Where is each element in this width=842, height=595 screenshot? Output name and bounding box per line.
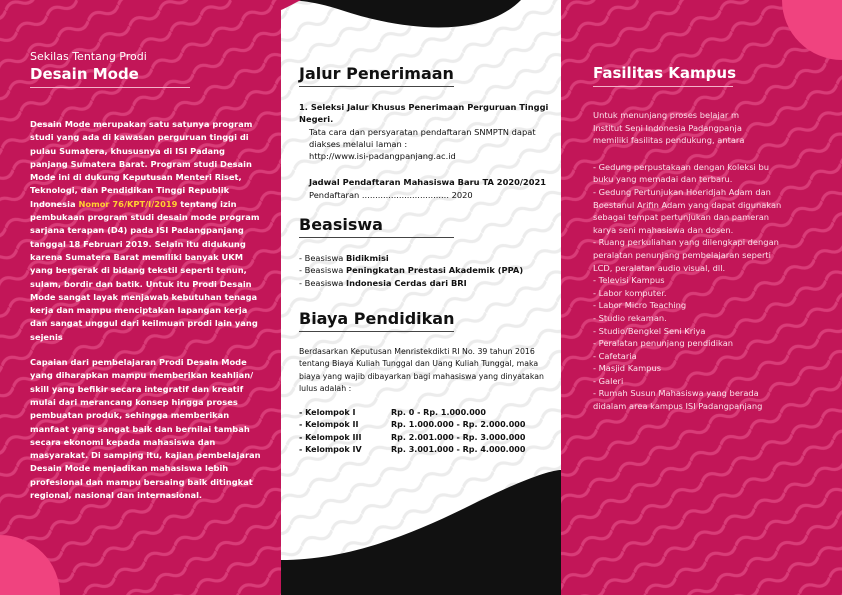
list-item: - Studio rekaman. — [593, 312, 667, 323]
title-underline — [299, 86, 454, 87]
middle-panel — [281, 0, 561, 595]
group-label: - Kelompok III — [299, 432, 362, 442]
right-content — [593, 64, 833, 413]
list-item: - Galeri — [593, 375, 624, 386]
group-range: Rp. 2.001.000 - Rp. 3.000.000 — [391, 432, 526, 442]
list-item: Boestanul Arifin Adam yang dapat digunakan — [593, 199, 782, 210]
list-item: - Cafetaria — [593, 350, 637, 361]
group-range: Rp. 0 - Rp. 1.000.000 — [391, 408, 486, 418]
list-item: - Gedung Pertunjukan Hoeridjah Adam dan — [593, 186, 771, 197]
left-content — [30, 50, 262, 514]
group-label: - Kelompok IV — [299, 445, 362, 455]
right-panel — [561, 0, 842, 595]
group-label: - Kelompok I — [299, 408, 356, 418]
list-item: - Masjid Kampus — [593, 363, 662, 374]
tuition-description: Berdasarkan Keputusan Menristekdikti RI No. 39 tahun 2016 tentang Biaya Kuliah Tunggal dan Uang Kuliah Tunggal, maka biaya yang wajib dibayarkan bagi mahasiswa yang dinyatakan lulus adalah : — [299, 346, 544, 393]
scholarship-item: - Beasiswa Peningkatan Prestasi Akademik (PPA) — [299, 265, 524, 276]
facilities-list — [593, 161, 833, 413]
title-underline — [299, 331, 454, 332]
list-item: - Televisi Kampus — [593, 275, 665, 286]
section-title: Desain Mode — [30, 65, 139, 83]
admission-title: Jalur Penerimaan — [299, 64, 454, 83]
schedule-title: Jadwal Pendaftaran Mahasiswa Baru TA 2020/2021 — [309, 177, 547, 188]
list-item: - Gedung perpustakaan dengan koleksi bu — [593, 161, 770, 172]
scholarship-item: - Beasiswa Indonesia Cerdas dari BRI — [299, 277, 467, 288]
list-item: didalam area kampus ISI Padangpanjang — [593, 401, 763, 412]
admission-item-body: Tata cara dan persyaratan pendaftaran SNMPTN dapat diakses melalui laman : — [309, 126, 536, 149]
tuition-title: Biaya Pendidikan — [299, 308, 455, 328]
list-item: - Studio/Bengkel Seni Kriya — [593, 325, 706, 336]
list-item: - Rumah Susun Mahasiswa yang berada — [593, 388, 759, 399]
tuition-table — [299, 407, 549, 456]
list-item: - Ruang perkuliahan yang dilengkapi dengan — [593, 237, 779, 248]
decree-number: Nomor 76/KPT/I/2019 — [78, 198, 178, 209]
list-item: buku yang memadai dan terbaru. — [593, 174, 733, 185]
list-item: LCD, peralatan audio visual, dll. — [593, 262, 726, 273]
left-panel — [0, 0, 281, 595]
list-item: - Labor Micro Teaching — [593, 300, 687, 311]
facilities-title: Fasilitas Kampus — [593, 64, 737, 82]
description-paragraph: Desain Mode merupakan satu satunya program studi yang ada di kawasan perguruan tinggi di pulau Sumatera, khususnya di ISI Padang panjang Sumatera Barat. Program studi Desain Mode ini di dukung Keputusan Menteri Riset, Teknologi, dan Pendidikan Tinggi Republik Indonesia Nomor 76/KPT/I/2019 tentang izin pembukaan program studi desain mode program sarjana terapan (D4) pada ISI Padangpanjang tanggal 18 Februari 2019. Selain itu didukung karena Sumatera Barat memiliki banyak UKM yang bergerak di bidang tekstil seperti tenun, sulam, bordir dan batik. Untuk itu Prodi Desain Mode sangat layak menjawab kebutuhan tenaga kerja dan mampu menciptakan lapangan kerja dan sangat unggul dari keilmuan prodi lain yang sejenis — [30, 119, 260, 342]
section-subtitle: Sekilas Tentang Prodi — [30, 50, 147, 63]
list-item: - Labor komputer. — [593, 287, 667, 298]
middle-content — [299, 64, 549, 456]
admission-url-link[interactable]: http://www.isi-padangpanjang.ac.id — [309, 151, 456, 162]
scholarship-title: Beasiswa — [299, 215, 383, 235]
list-item: sebagai tempat pertunjukan dan pameran — [593, 212, 770, 223]
facilities-intro: Untuk menunjang proses belajar m Institut Seni Indonesia Padangpanja memiliki fasilitas pendukung, antara — [593, 110, 745, 146]
group-label: - Kelompok II — [299, 420, 359, 430]
schedule-line: Pendaftaran ................................. 2020 — [309, 189, 473, 200]
title-underline — [299, 237, 454, 238]
list-item: karya seni mahasiswa dan dosen. — [593, 224, 734, 235]
scholarship-item: - Beasiswa Bidikmisi — [299, 253, 389, 264]
group-range: Rp. 1.000.000 - Rp. 2.000.000 — [391, 420, 526, 430]
title-underline — [30, 87, 190, 88]
learning-outcome-paragraph: Capaian dari pembelajaran Prodi Desain Mode yang diharapkan mampu memberikan keahlian/ skill yang befikir secara integratif dan kreatif mulai dari merancang konsep hingga proses pembuatan produk, sehingga memberikan manfaat yang sangat baik dan bernilai tambah secara ekonomi kepada mahasiswa dan masyarakat. Di samping itu, kajian pembelajaran Desain Mode menjadikan mahasiswa lebih profesional dan mampu bersaing baik ditingkat regional, nasional dan internasional. — [30, 357, 261, 501]
list-item: - Peralatan penunjang pendidikan — [593, 338, 734, 349]
list-item: peralatan penunjang pembelajaran seperti — [593, 249, 771, 260]
admission-item-title: 1. Seleksi Jalur Khusus Penerimaan Perguruan Tinggi Negeri. — [299, 102, 549, 125]
title-underline — [593, 86, 733, 87]
group-range: Rp. 3.001.000 - Rp. 4.000.000 — [391, 445, 526, 455]
